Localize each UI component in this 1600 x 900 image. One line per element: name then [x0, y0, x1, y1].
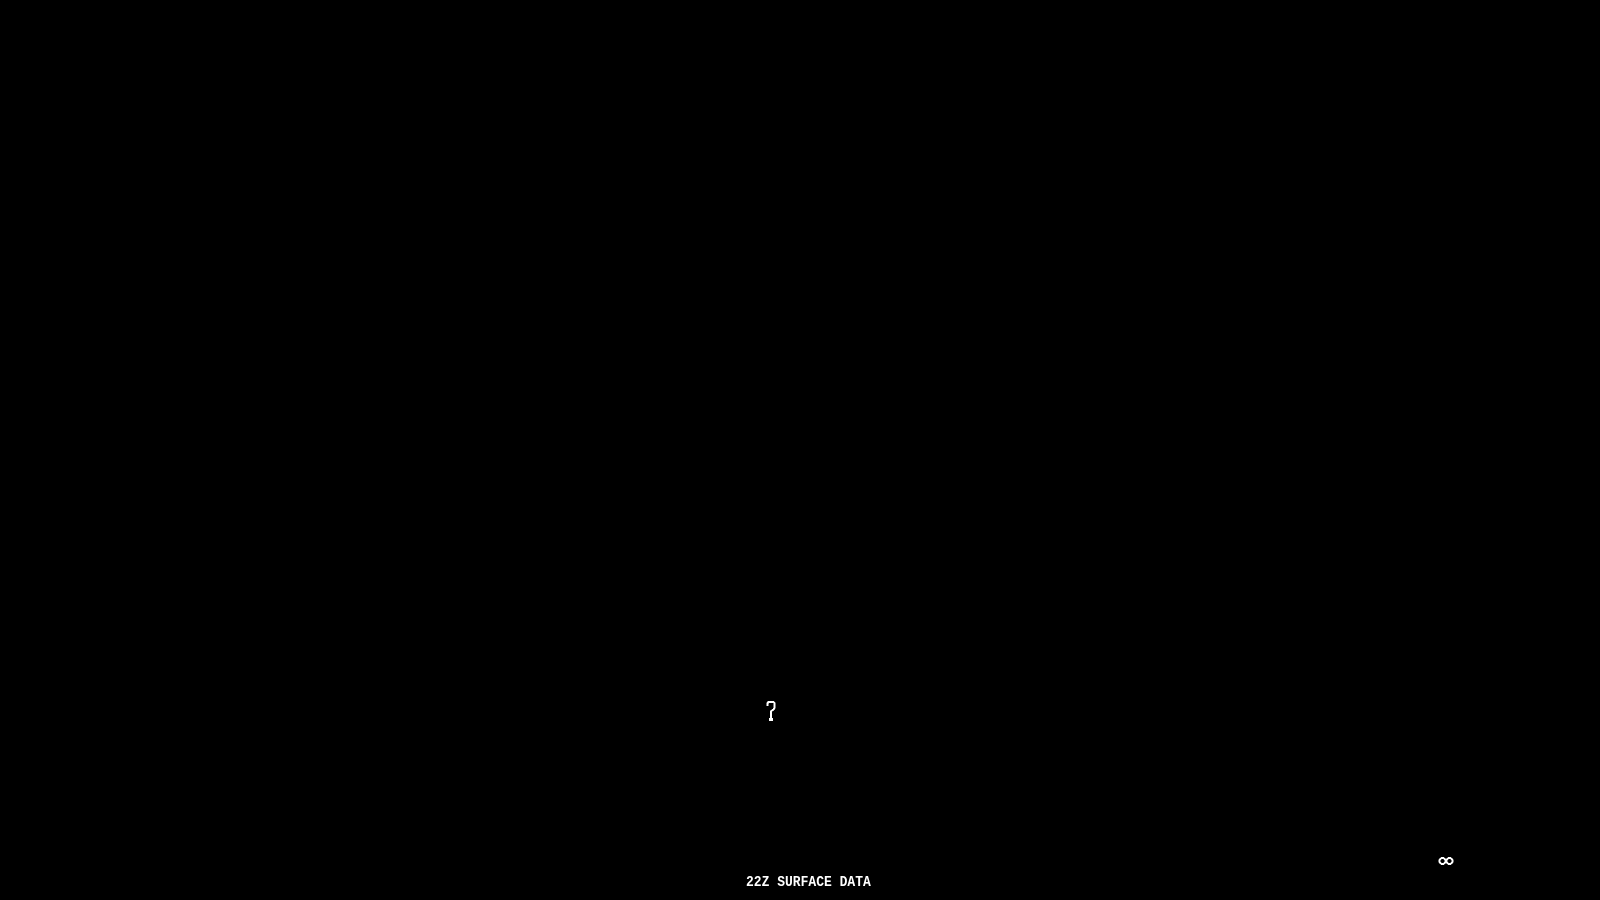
unknown-weather-symbol — [767, 701, 776, 721]
map-title: 22Z SURFACE DATA — [746, 873, 871, 891]
haze-weather-symbol — [1439, 856, 1454, 866]
